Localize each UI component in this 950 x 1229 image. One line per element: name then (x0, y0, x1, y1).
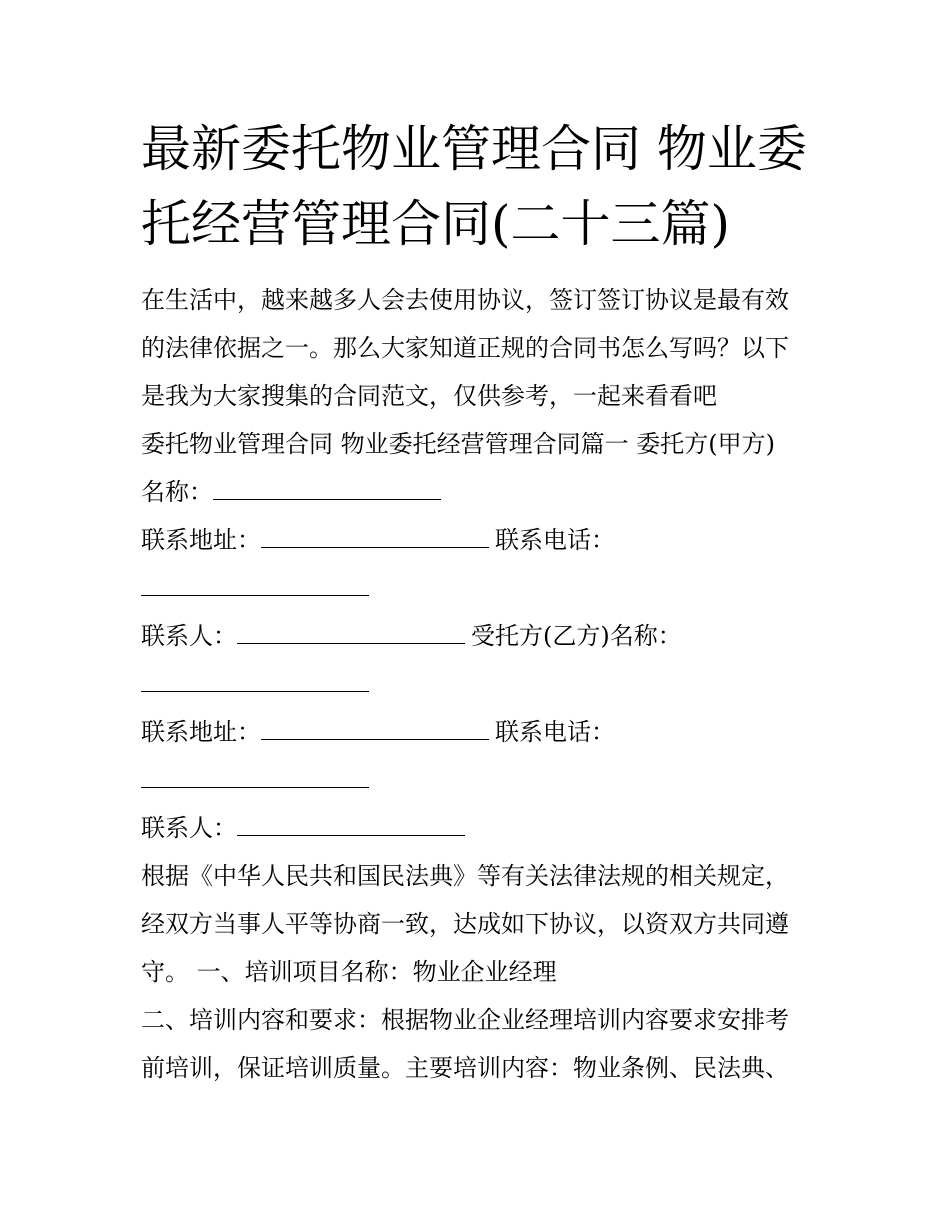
party-b-name-blank[interactable] (141, 661, 369, 692)
party-a-address-line (141, 516, 831, 564)
paragraph-line-4: 二、培训内容和要求：根据物业企业经理培训内容要求安排考 (141, 1006, 789, 1034)
party-a-name-label: 名称： (141, 478, 213, 506)
party-b-phone-line (141, 756, 831, 804)
party-a-name-line (141, 468, 831, 516)
party-a-phone-blank[interactable] (141, 565, 369, 596)
party-b-name-line (141, 660, 831, 708)
party-a-phone-label: 联系电话： (495, 526, 615, 554)
party-a-address-blank[interactable] (261, 517, 489, 548)
party-a-phone-line (141, 564, 831, 612)
document-title: 最新委托物业管理合同 物业委托经营管理合同(二十三篇) (141, 120, 807, 253)
party-b-address-line (141, 708, 831, 756)
paragraph-line-5: 前培训，保证培训质量。主要培训内容：物业条例、民法典、 (141, 1054, 789, 1082)
party-a-contact-label: 联系人： (141, 622, 237, 650)
party-b-contact-label: 联系人： (141, 814, 237, 842)
paragraph-line-3: 守。 一、培训项目名称：物业企业经理 (141, 958, 557, 986)
party-b-contact-blank[interactable] (237, 805, 465, 836)
party-a-name-blank[interactable] (213, 469, 441, 500)
paragraph-line-1: 根据《中华人民共和国民法典》等有关法律法规的相关规定， (141, 862, 789, 890)
party-a-contact-blank[interactable] (237, 613, 465, 644)
document-body (141, 276, 831, 1092)
party-b-address-blank[interactable] (261, 709, 489, 740)
party-b-name-label: 受托方(乙方)名称： (471, 622, 682, 650)
intro-line-1: 在生活中，越来越多人会去使用协议，签订签订协议是最有效 (141, 286, 789, 314)
party-b-phone-blank[interactable] (141, 757, 369, 788)
party-a-contact-line (141, 612, 831, 660)
party-a-address-label: 联系地址： (141, 526, 261, 554)
contract-heading-line: 委托物业管理合同 物业委托经营管理合同篇一 委托方(甲方) (141, 430, 775, 458)
party-b-phone-label: 联系电话： (495, 718, 615, 746)
paragraph-line-2: 经双方当事人平等协商一致，达成如下协议，以资双方共同遵 (141, 910, 789, 938)
party-b-contact-line (141, 804, 831, 852)
intro-line-3: 是我为大家搜集的合同范文，仅供参考，一起来看看吧 (141, 382, 717, 410)
intro-line-2: 的法律依据之一。那么大家知道正规的合同书怎么写吗？以下 (141, 334, 789, 362)
party-b-address-label: 联系地址： (141, 718, 261, 746)
